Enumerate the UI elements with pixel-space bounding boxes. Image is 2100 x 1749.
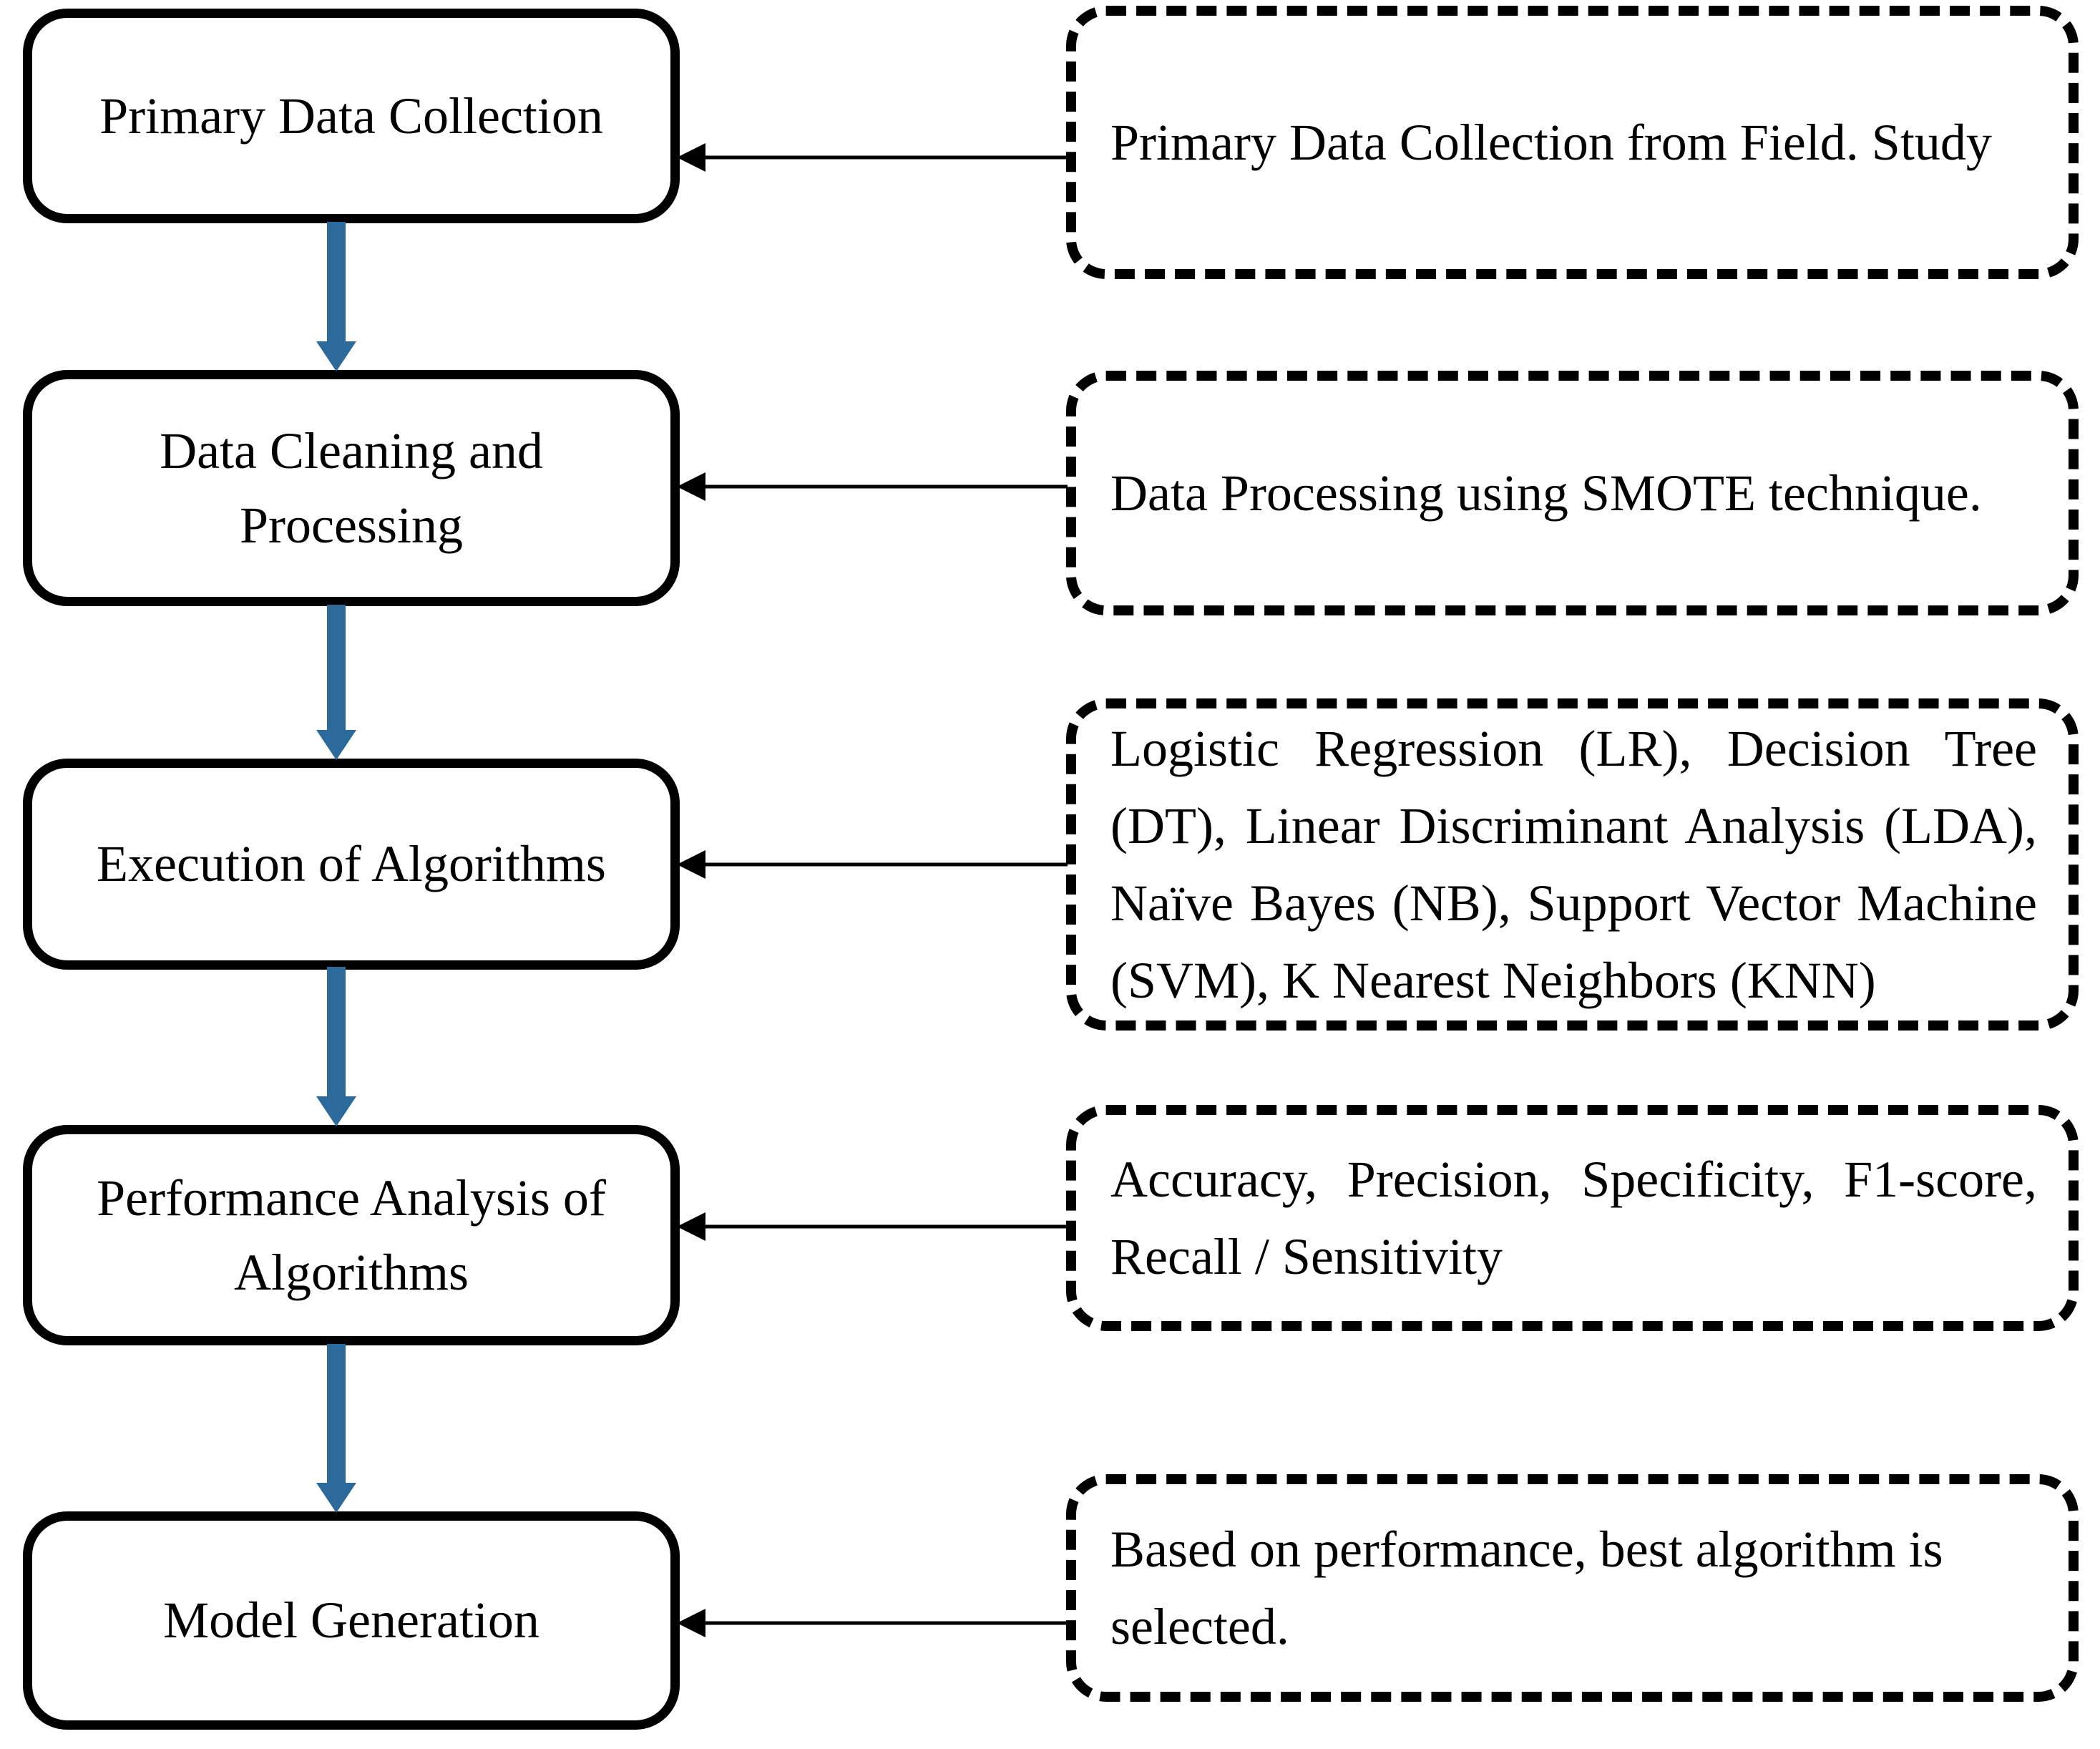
left-arrow-icon-3 [677,847,1068,882]
down-arrow-icon-4 [313,1344,359,1513]
note-text-metrics: Accuracy, Precision, Specificity, F1-score, Recall / Sensitivity [1110,1151,2037,1285]
note-text-primary-data-collection: Primary Data Collection from Field. Study [1110,114,1992,171]
note-box-primary-data-collection [1066,6,2079,279]
process-label-execution-of-algorithms: Execution of Algorithms [97,835,606,893]
down-arrow-icon-3 [313,967,359,1126]
process-box-primary-data-collection [23,9,680,223]
note-box-algorithms-list [1066,698,2079,1031]
process-label-primary-data-collection: Primary Data Collection [99,87,603,145]
process-box-performance-analysis [23,1125,680,1345]
note-text-best-algorithm: Based on performance, best algorithm is selected. [1110,1521,1943,1655]
note-box-smote [1066,371,2079,615]
down-arrow-icon-1 [313,222,359,371]
left-arrow-icon-2 [677,469,1068,504]
left-arrow-icon-4 [677,1209,1068,1244]
note-box-best-algorithm [1066,1474,2079,1702]
left-arrow-icon-5 [677,1606,1068,1640]
process-label-model-generation: Model Generation [163,1592,539,1650]
process-box-model-generation [23,1511,680,1730]
process-box-data-cleaning-processing [23,370,680,606]
note-text-smote: Data Processing using SMOTE technique. [1110,464,1982,522]
down-arrow-icon-2 [313,605,359,760]
left-arrow-icon-1 [677,140,1068,175]
note-box-metrics [1066,1105,2079,1331]
process-label-performance-analysis: Performance Analysis of Algorithms [97,1169,606,1301]
note-text-algorithms-list: Logistic Regression (LR), Decision Tree (DT), Linear Discriminant Analysis (LDA), Naïve Bayes (NB), Support Vector Machine (SVM), K Nearest Neighbors (KNN) [1110,720,2037,1009]
process-box-execution-of-algorithms [23,759,680,970]
process-label-data-cleaning-processing: Data Cleaning and Processing [160,422,543,554]
